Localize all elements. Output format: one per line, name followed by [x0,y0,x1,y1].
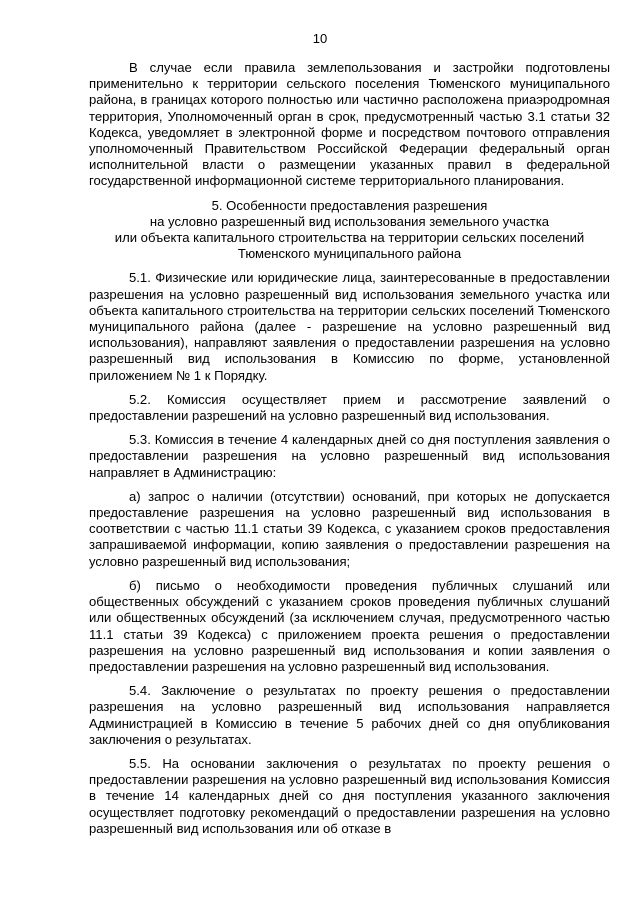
paragraph-5-3-a: а) запрос о наличии (отсутствии) оснований, при которых не допускается предоставление разрешения на условно разрешенный вид использования в соответствии с частью 11.1 статьи 39 Кодекса, с указанием сроков предоставления запрашиваемой информации, копию заявления о предоставлении разрешения на условно разрешенный вид использования; [89,488,610,569]
paragraph-5-3: 5.3. Комиссия в течение 4 календарных дней со дня поступления заявления о предоставлении разрешения на условно разрешенный вид использования направляет в Администрацию: [89,432,610,480]
document-body [89,60,610,837]
section-heading-line: или объекта капитального строительства на территории сельских поселений [114,230,585,246]
paragraph-5-1: 5.1. Физические или юридические лица, заинтересованные в предоставлении разрешения на условно разрешенный вид использования земельного участка или объекта капитального строительства на территории сельских поселений Тюменского муниципального района (далее - разрешение на условно разрешенный вид использования), направляют заявления о предоставлении разрешения на условно разрешенный вид использования в Комиссию по форме, установленной приложением № 1 к Порядку. [89,270,610,383]
section-heading-line: 5. Особенности предоставления разрешения [211,197,488,213]
page-number: 10 [312,31,328,46]
paragraph-5-4: 5.4. Заключение о результатах по проекту решения о предоставлении разрешения на условно разрешенный вид использования направляется Администрацией в Комиссию в течение 5 рабочих дней со дня опубликования заключения о результатах. [89,683,610,747]
section-heading-line: Тюменского муниципального района [237,246,462,262]
paragraph-5-5: 5.5. На основании заключения о результатах по проекту решения о предоставлении разрешения на условно разрешенный вид использования Комиссия в течение 14 календарных дней со дня поступления указанного заключения осуществляет подготовку рекомендаций о предоставлении разрешения на условно разрешенный вид использования или об отказе в [89,755,610,836]
section-heading [89,198,610,263]
paragraph-intro: В случае если правила землепользования и застройки подготовлены применительно к территории сельского поселения Тюменского муниципального района, в границах которого полностью или частично расположена приаэродромная территория, Уполномоченный орган в срок, предусмотренный частью 3.1 статьи 32 Кодекса, уведомляет в электронной форме и посредством почтового отправления уполномоченный Правительством Российской Федерации федеральный орган исполнительной власти о размещении указанных правил в федеральной государственной информационной системе территориального планирования. [89,60,610,189]
paragraph-5-2: 5.2. Комиссия осуществляет прием и рассмотрение заявлений о предоставлении разрешений на условно разрешенный вид использования. [89,391,610,424]
section-heading-line: на условно разрешенный вид использования земельного участка [149,213,550,229]
paragraph-5-3-b: б) письмо о необходимости проведения публичных слушаний или общественных обсуждений с указанием сроков проведения публичных слушаний или общественных обсуждений (за исключением случая, предусмотренного частью 11.1 статьи 39 Кодекса) с приложением проекта решения о предоставлении разрешения на условно разрешенный вид использования и копии заявления о предоставлении разрешения на условно разрешенный вид использования. [89,577,610,674]
